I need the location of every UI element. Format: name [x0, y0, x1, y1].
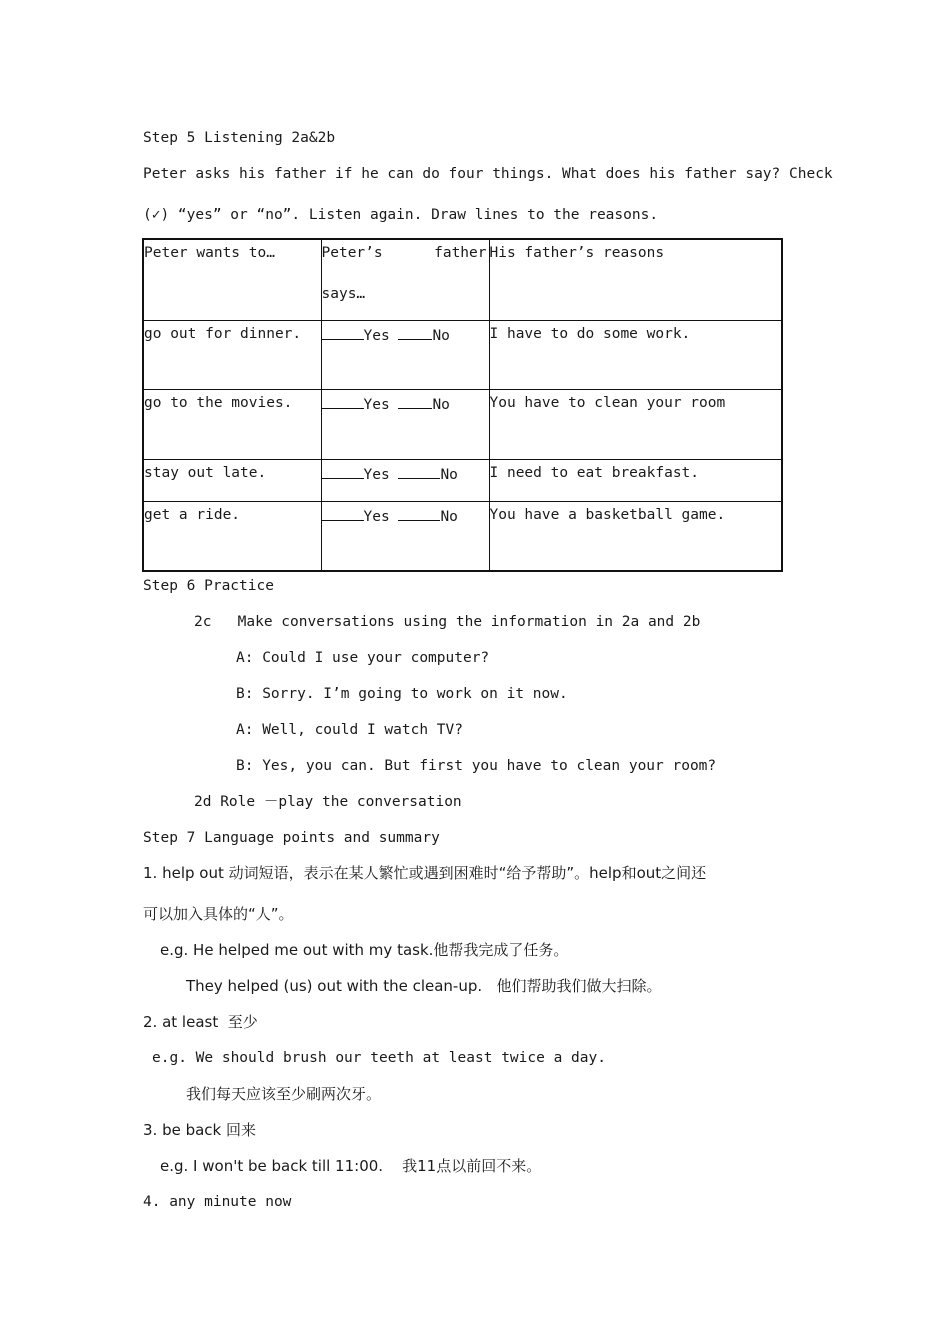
point2-example: e.g. We should brush our teeth at least twice a day. — [152, 1050, 606, 1066]
yes-blank[interactable] — [322, 394, 364, 409]
step6-title: Step 6 Practice — [143, 578, 274, 594]
reason-cell: You have to clean your room — [489, 389, 782, 459]
step5-title: Step 5 Listening 2a&2b — [143, 130, 336, 146]
no-label: No — [432, 327, 450, 344]
no-blank[interactable] — [398, 394, 432, 409]
answer-cell — [321, 459, 489, 501]
table-header-row — [143, 239, 782, 320]
step5-instruction-line2: (✓) “yes” or “no”. Listen again. Draw lines to the reasons. — [143, 207, 659, 223]
yes-label: Yes — [363, 466, 390, 483]
yes-blank[interactable] — [322, 325, 364, 340]
dialogue-line: B: Sorry. I’m going to work on it now. — [236, 686, 568, 702]
no-label: No — [432, 396, 450, 413]
point2-title: 2. at least 至少 — [143, 1013, 258, 1031]
yes-label: Yes — [363, 396, 390, 413]
yes-blank[interactable] — [322, 464, 364, 479]
header-father: father — [434, 245, 487, 261]
no-blank[interactable] — [398, 506, 440, 521]
step6-item-2c: 2c Make conversations using the information in 2a and 2b — [194, 614, 701, 630]
answer-cell — [321, 389, 489, 459]
point1-example1: e.g. He helped me out with my task.他帮我完成了任务。 — [160, 941, 569, 959]
yes-label: Yes — [363, 508, 390, 525]
no-label: No — [440, 508, 458, 525]
want-cell: go to the movies. — [143, 389, 321, 459]
point1-line2: 可以加入具体的“人”。 — [143, 905, 294, 923]
no-blank[interactable] — [398, 325, 432, 340]
no-label: No — [440, 466, 458, 483]
step5-instruction-line1: Peter asks his father if he can do four things. What does his father say? Check — [143, 166, 833, 182]
reason-cell: You have a basketball game. — [489, 501, 782, 571]
yes-label: Yes — [363, 327, 390, 344]
want-cell: stay out late. — [143, 459, 321, 501]
dialogue-line: B: Yes, you can. But first you have to clean your room? — [236, 758, 717, 774]
dialogue-line: A: Could I use your computer? — [236, 650, 490, 666]
dialogue-line: A: Well, could I watch TV? — [236, 722, 463, 738]
no-blank[interactable] — [398, 464, 440, 479]
point2-translation: 我们每天应该至少刷两次牙。 — [186, 1085, 382, 1103]
want-cell: get a ride. — [143, 501, 321, 571]
point4-title: 4. any minute now — [143, 1194, 292, 1210]
header-reasons: His father’s reasons — [489, 239, 782, 320]
listening-table — [142, 238, 783, 572]
reason-cell: I need to eat breakfast. — [489, 459, 782, 501]
table-row — [143, 320, 782, 389]
step7-title: Step 7 Language points and summary — [143, 830, 440, 846]
table-row — [143, 459, 782, 501]
header-wants: Peter wants to… — [143, 239, 321, 320]
table-row — [143, 501, 782, 571]
header-father-says — [321, 239, 489, 320]
point1-example2: They helped (us) out with the clean-up. 他们帮助我们做大扫除。 — [186, 977, 662, 995]
step6-item-2d: 2d Role －play the conversation — [194, 794, 462, 810]
point3-example: e.g. I won't be back till 11:00. 我11点以前回不来。 — [160, 1157, 542, 1175]
want-cell: go out for dinner. — [143, 320, 321, 389]
header-peters: Peter’s — [321, 245, 383, 261]
point3-title: 3. be back 回来 — [143, 1121, 257, 1139]
answer-cell — [321, 320, 489, 389]
answer-cell — [321, 501, 489, 571]
reason-cell: I have to do some work. — [489, 320, 782, 389]
table-row — [143, 389, 782, 459]
point1-line1: 1. help out 动词短语，表示在某人繁忙或遇到困难时“给予帮助”。help和out之间还 — [143, 864, 707, 882]
yes-blank[interactable] — [322, 506, 364, 521]
header-says: says… — [321, 286, 366, 302]
